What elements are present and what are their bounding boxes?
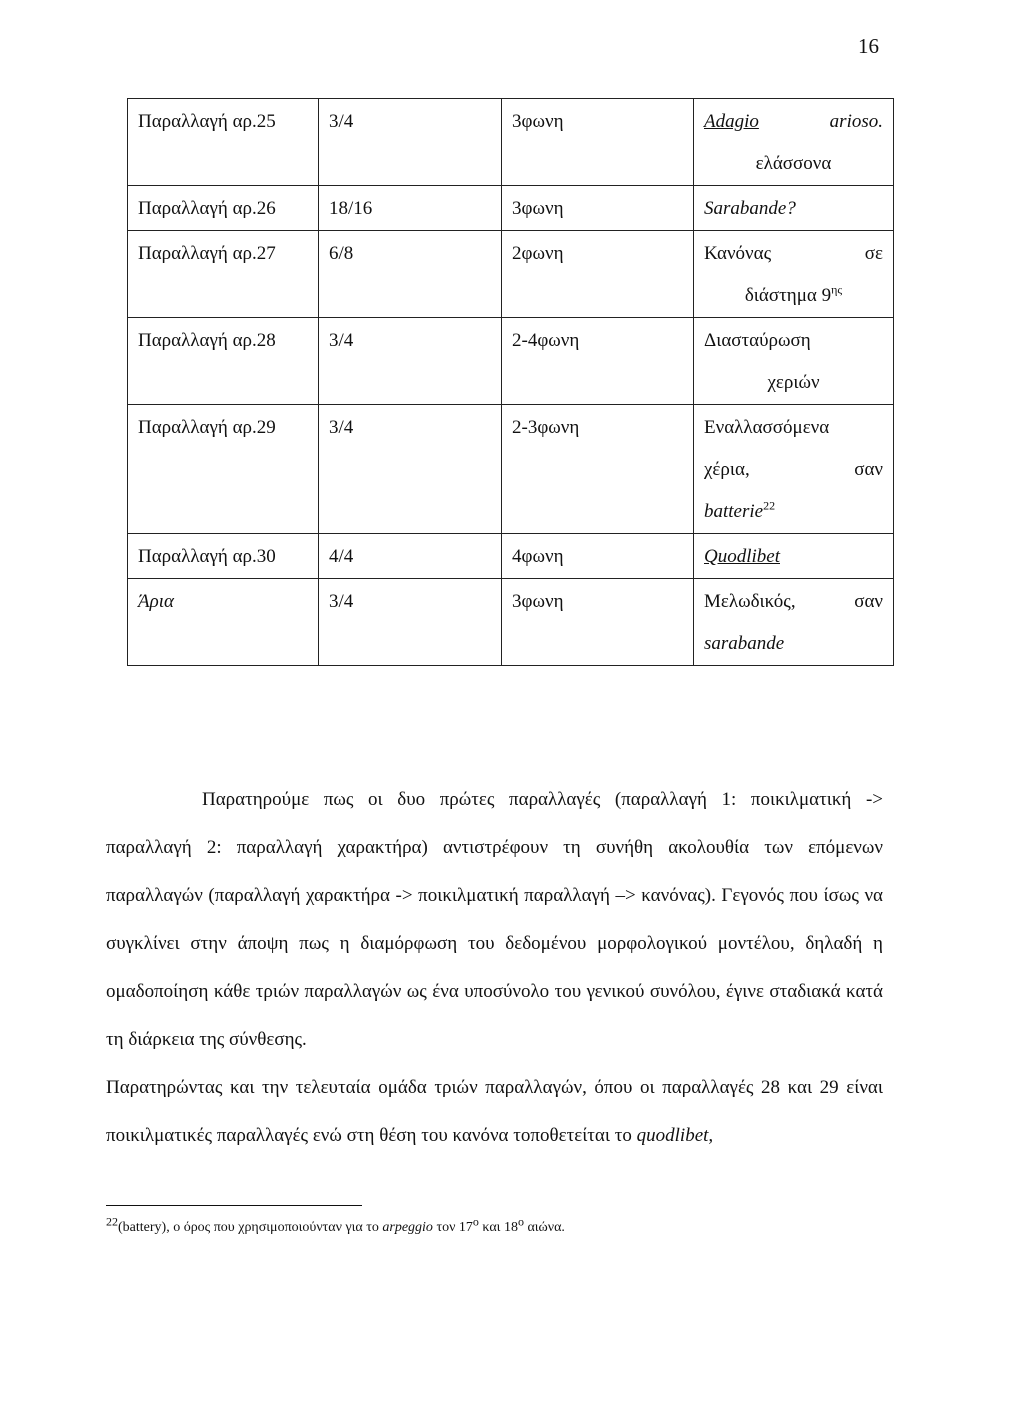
variation-cell: Παραλλαγή αρ.26 (128, 186, 319, 231)
table-row (128, 231, 894, 318)
description-cell (694, 99, 894, 186)
footnote-ref: 22 (763, 498, 776, 513)
footnote (106, 1214, 565, 1238)
voices-cell: 3φωνη (502, 579, 694, 666)
paragraph-text: Παρατηρώντας και την τελευταία ομάδα τριών παραλλαγών, όπου οι παραλλαγές 28 και 29 είναι ποικιλματικές παραλλαγές ενώ στη θέση του κανόνα τοποθετείται το (106, 1077, 883, 1146)
desc-text: Μελωδικός, (704, 591, 796, 612)
desc-text: Εναλλασσόμενα (704, 417, 830, 438)
table-row (128, 579, 894, 666)
table-row (128, 534, 894, 579)
footnote-superscript: ο (517, 1214, 524, 1229)
voices-cell: 2φωνη (502, 231, 694, 318)
meter-cell: 3/4 (319, 99, 502, 186)
voices-cell: 2-4φωνη (502, 318, 694, 405)
meter-cell: 18/16 (319, 186, 502, 231)
page-number: 16 (858, 34, 879, 58)
variations-table (127, 98, 894, 666)
footnote-marker: 22 (106, 1214, 118, 1229)
table-row (128, 99, 894, 186)
description-cell (694, 318, 894, 405)
description-cell (694, 231, 894, 318)
voices-cell: 3φωνη (502, 186, 694, 231)
variation-cell: Παραλλαγή αρ.25 (128, 99, 319, 186)
footnote-text: και 18 (478, 1220, 518, 1235)
description-cell (694, 186, 894, 231)
desc-text: χέρια, (704, 459, 750, 480)
desc-text: Adagio (704, 111, 759, 132)
variation-cell: Παραλλαγή αρ.29 (128, 405, 319, 534)
meter-cell: 3/4 (319, 579, 502, 666)
voices-cell: 2-3φωνη (502, 405, 694, 534)
variation-cell: Παραλλαγή αρ.30 (128, 534, 319, 579)
meter-cell: 6/8 (319, 231, 502, 318)
paragraph-italic: quodlibet, (636, 1125, 714, 1146)
footnote-text: αιώνα. (523, 1220, 565, 1235)
desc-superscript: ης (831, 282, 843, 297)
table-row (128, 405, 894, 534)
footnote-superscript: ο (472, 1214, 479, 1229)
desc-text: Quodlibet (704, 546, 780, 567)
desc-text: Διασταύρωση (704, 330, 811, 351)
footnote-text: τον 17 (432, 1220, 473, 1235)
footnote-divider (106, 1205, 362, 1206)
description-cell (694, 579, 894, 666)
description-cell (694, 534, 894, 579)
description-cell (694, 405, 894, 534)
variation-cell: Παραλλαγή αρ.28 (128, 318, 319, 405)
desc-text: batterie (704, 501, 764, 522)
footnote-text: (battery), ο όρος που χρησιμοποιούνταν για το (118, 1220, 383, 1235)
desc-text: arioso. (829, 111, 883, 132)
voices-cell: 4φωνη (502, 534, 694, 579)
table-row (128, 186, 894, 231)
paragraph: Παρατηρούμε πως οι δυο πρώτες παραλλαγές (παραλλαγή 1: ποικιλματική -> παραλλαγή 2: παραλλαγή χαρακτήρα) αντιστρέφουν τη συνήθη ακολουθία των επόμενων παραλλαγών (παραλλαγή χαρακτήρα -> ποικιλματική παραλλαγή –> κανόνας). Γεγονός που ίσως να συγκλίνει στην άποψη πως η διαμόρφωση του δεδομένου μορφολογικού μοντέλου, δηλαδή η ομαδοποίηση κάθε τριών παραλλαγών ως ένα υποσύνολο του γενικού συνόλου, έγινε σταδιακά κατά τη διάρκεια της σύνθεσης. (106, 789, 883, 1050)
desc-text: χεριών (767, 372, 820, 393)
meter-cell: 4/4 (319, 534, 502, 579)
variation-cell: Άρια (128, 579, 319, 666)
desc-text: ελάσσονα (755, 153, 832, 174)
desc-text: sarabande (704, 633, 785, 654)
body-text (106, 776, 883, 1160)
meter-cell: 3/4 (319, 405, 502, 534)
footnote-italic: arpeggio (382, 1220, 433, 1235)
paragraph (106, 1064, 883, 1160)
desc-text: Κανόνας (704, 243, 772, 264)
desc-text: σαν (854, 459, 883, 480)
meter-cell: 3/4 (319, 318, 502, 405)
voices-cell: 3φωνη (502, 99, 694, 186)
desc-text: σαν (854, 591, 883, 612)
desc-text: διάστημα 9 (744, 285, 832, 306)
table-row (128, 318, 894, 405)
desc-text: Sarabande? (704, 198, 796, 219)
variation-cell: Παραλλαγή αρ.27 (128, 231, 319, 318)
desc-text: σε (864, 243, 883, 264)
